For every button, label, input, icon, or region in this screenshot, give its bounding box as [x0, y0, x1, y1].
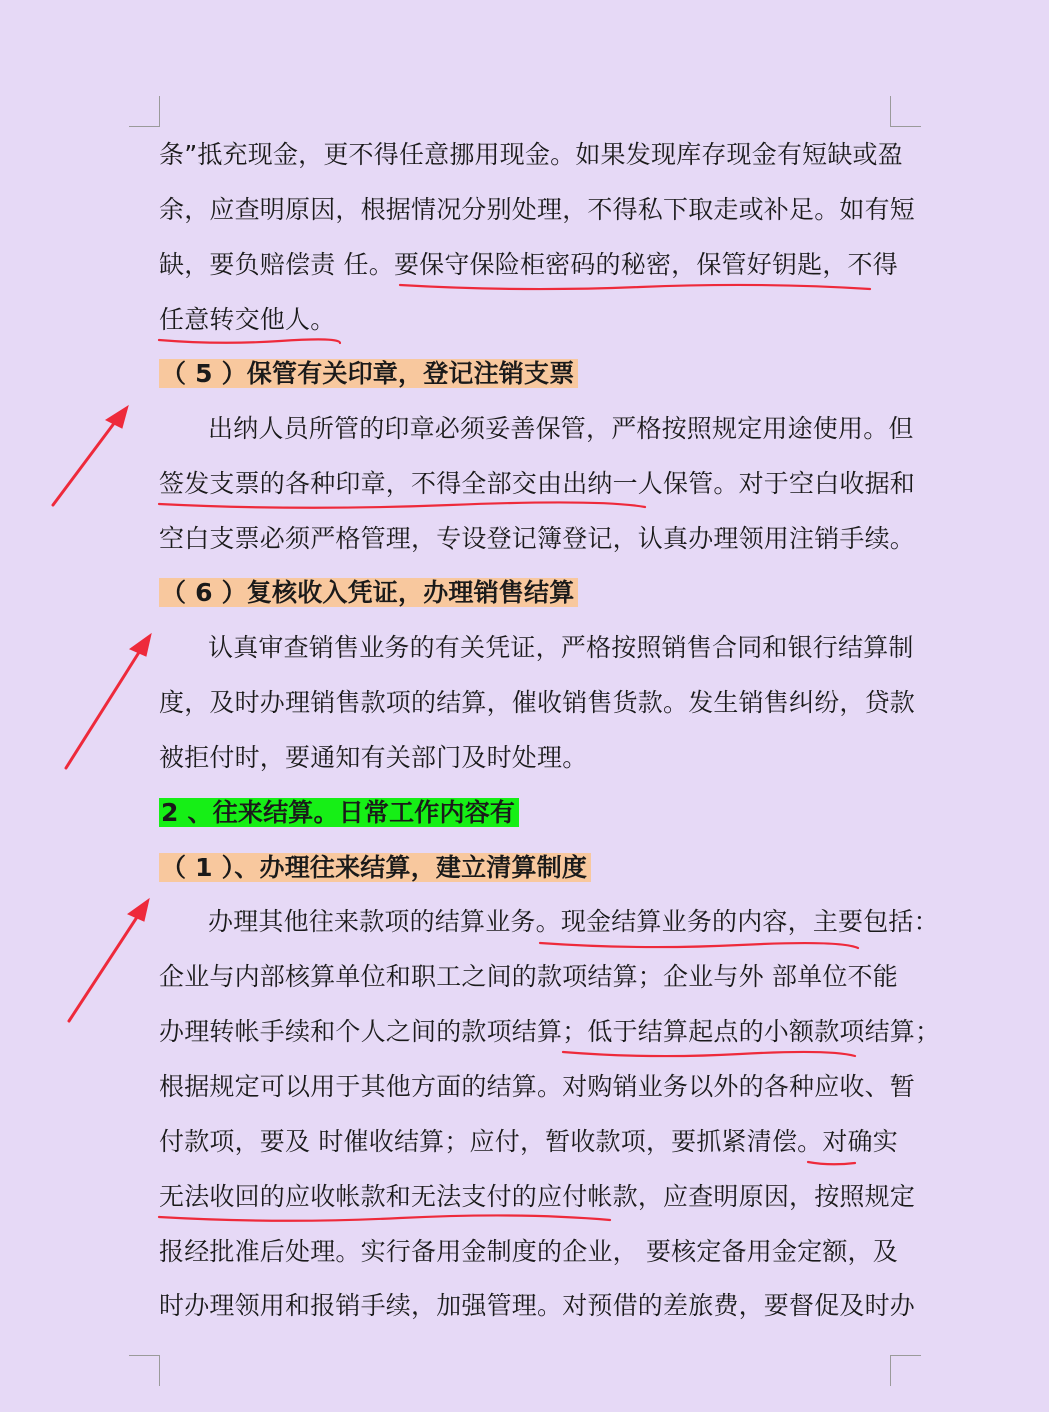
red-wavy-underline: [808, 1162, 855, 1164]
page-corner-mark: [890, 96, 921, 127]
text-line: 度，及时办理销售款项的结算，催收销售货款。发生销售纠纷，贷款: [159, 688, 916, 717]
heading-highlight: （ 6 ）复核收入凭证，办理销售结算: [159, 578, 578, 607]
heading-highlight: （ 5 ）保管有关印章，登记注销支票: [159, 359, 578, 388]
underlined-text: 签发支票的各种印章，不得全部交由出纳一人保管。: [159, 469, 739, 498]
text-line: [159, 467, 915, 501]
heading-highlight: （ 1 ）、办理往来结算，建立清算制度: [159, 853, 591, 882]
red-arrow-icon: [53, 418, 118, 505]
text-line: [159, 248, 898, 282]
text-line: 根据规定可以用于其他方面的结算。对购销业务以外的各种应收、暂: [159, 1072, 916, 1101]
text-line: 报经批准后处理。实行备用金制度的企业， 要核定备用金定额，及: [159, 1237, 898, 1266]
text-segment: ，主要包括：: [787, 907, 939, 936]
red-wavy-underline: [159, 339, 340, 343]
red-wavy-underline: [563, 1052, 855, 1056]
red-arrow-icon: [128, 899, 149, 921]
underlined-text: 现金结算业务的内容: [560, 907, 788, 936]
section-heading: [159, 576, 578, 610]
heading-highlight: 2 、往来结算。日常工作内容有: [159, 798, 519, 827]
text-segment: 付款项，要及 时催收结算；应付，暂收款项，要抓紧清偿。: [159, 1127, 823, 1156]
red-arrow-icon: [69, 911, 141, 1021]
text-line: 企业与内部核算单位和职工之间的款项结算；企业与外 部单位不能: [159, 962, 898, 991]
page-corner-mark: [890, 1355, 921, 1386]
red-arrow-icon: [106, 406, 128, 428]
text-segment: 缺，要负赔偿责 任。: [159, 250, 394, 279]
text-line: [159, 303, 335, 337]
underlined-text: ；低于结算起点的小额款项结算；: [562, 1017, 941, 1046]
text-line: [159, 1125, 898, 1159]
section-heading: [159, 851, 591, 885]
section-heading: [159, 796, 519, 830]
text-line: [208, 905, 939, 939]
red-arrow-icon: [130, 634, 151, 656]
text-line: 被拒付时，要通知有关部门及时处理。: [159, 743, 588, 772]
text-line: 认真审查销售业务的有关凭证，严格按照销售合同和银行结算制: [208, 633, 914, 662]
underlined-text: 对确实: [822, 1127, 898, 1156]
text-line: [159, 1180, 915, 1214]
underlined-text: 无法收回的应收帐款和无法支付的应付帐款: [159, 1182, 638, 1211]
text-line: [159, 1015, 940, 1049]
text-line: 时办理领用和报销手续，加强管理。对预借的差旅费，要督促及时办: [159, 1291, 916, 1320]
red-wavy-underline: [400, 285, 870, 289]
text-line: 条”抵充现金，更不得任意挪用现金。如果发现库存现金有短缺或盈: [159, 140, 903, 169]
red-arrow-icon: [66, 646, 143, 768]
red-wavy-underline: [159, 502, 645, 507]
red-wavy-underline: [540, 943, 858, 948]
text-line: 余，应查明原因，根据情况分别处理，不得私下取走或补足。如有短: [159, 195, 916, 224]
text-segment: ，应查明原因，按照规定: [637, 1182, 916, 1211]
text-segment: 办理转帐手续和个人之间的款项结算: [159, 1017, 563, 1046]
section-heading: [159, 357, 578, 391]
text-segment: 对于空白收据和: [738, 469, 916, 498]
red-wavy-underline: [159, 1215, 610, 1220]
text-segment: 办理其他往来款项的结算业务。: [208, 907, 561, 936]
text-line: 出纳人员所管的印章必须妥善保管，严格按照规定用途使用。但: [208, 414, 914, 443]
underlined-text: 任意转交他人。: [159, 305, 336, 334]
underlined-text: 要保守保险柜密码的秘密，保管好钥匙，不得: [393, 250, 898, 279]
text-line: 空白支票必须严格管理，专设登记簿登记，认真办理领用注销手续。: [159, 524, 916, 553]
page-corner-mark: [129, 96, 160, 127]
page-corner-mark: [129, 1355, 160, 1386]
